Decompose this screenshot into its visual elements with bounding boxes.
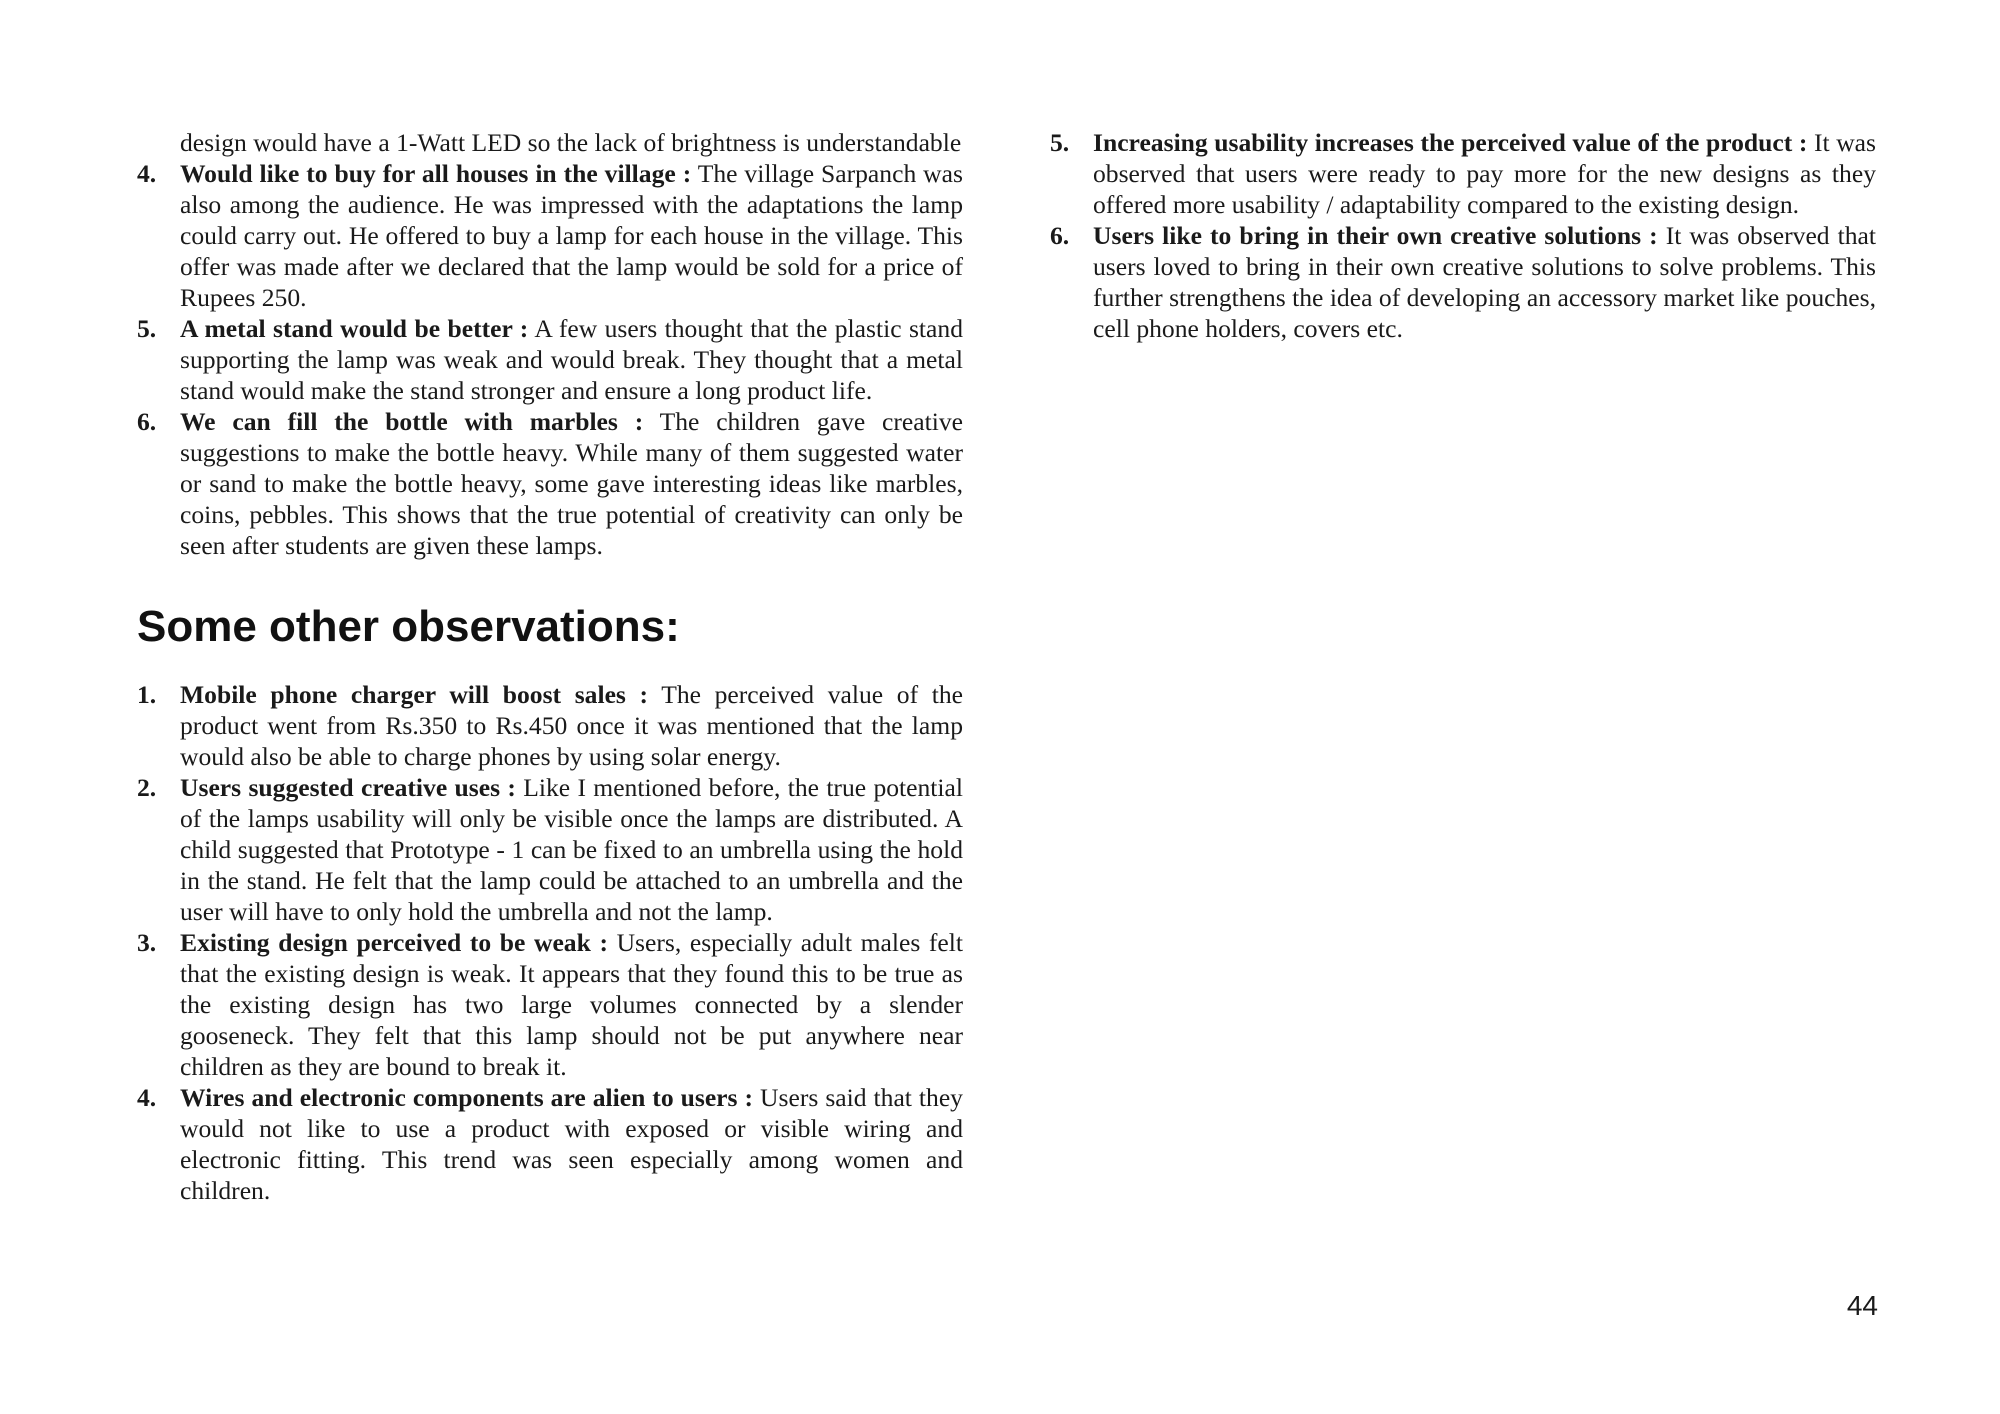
list-item [137,772,963,927]
list-item-number: 4. [137,159,157,188]
list-item-lead: Mobile phone charger will boost sales : [180,680,649,709]
right-column [1050,127,1876,344]
list-item-lead: Increasing usability increases the perceived value of the product : [1093,128,1808,157]
list-item [137,927,963,1082]
list-item [1050,127,1876,220]
list-item-number: 5. [137,314,157,343]
list-item-number: 6. [137,407,157,436]
list-item [137,679,963,772]
list-item-text: It was observed that users loved to bring in their own creative solutions to solve problems. This further strengthens the idea of developing an accessory market like pouches, cell phone holders, covers etc. [1093,221,1877,343]
page-number: 44 [1846,1290,1878,1321]
list-item-text: A few users thought that the plastic stand supporting the lamp was weak and would break. They thought that a metal stand would make the stand stronger and ensure a long product life. [180,314,963,405]
list-item-lead: Would like to buy for all houses in the village : [180,159,692,188]
list-item [137,1082,963,1206]
list-item-number: 5. [1050,128,1070,157]
list-item-lead: Users like to bring in their own creative solutions : [1093,221,1658,250]
list-item-text: It was observed that users were ready to pay more for the new designs as they offered more usability / adaptability compared to the existing design. [1093,128,1877,219]
list-item-lead: Wires and electronic components are alien to users : [180,1083,754,1112]
list-item-text: The village Sarpanch was also among the audience. He was impressed with the adaptations the lamp could carry out. He offered to buy a lamp for each house in the village. This offer was made after we declared that the lamp would be sold for a price of Rupees 250. [180,159,963,312]
list-item-number: 4. [137,1083,157,1112]
list-item-lead: A metal stand would be better : [180,314,529,343]
list-item-text: The children gave creative suggestions to make the bottle heavy. While many of them suggested water or sand to make the bottle heavy, some gave interesting ideas like marbles, coins, pebbles. This shows that the true potential of creativity can only be seen after students are given these lamps. [180,407,963,560]
list-item-number: 3. [137,928,157,957]
section-heading: Some other observations: [137,602,680,651]
list-item-number: 6. [1050,221,1070,250]
list-item [137,313,963,406]
continued-paragraph: design would have a 1-Watt LED so the lack of brightness is understandable [180,128,962,157]
list-item-number: 1. [137,680,157,709]
list-item [137,158,963,313]
list-item-text: Users said that they would not like to use a product with exposed or visible wiring and electronic fitting. This trend was seen especially among women and children. [180,1083,963,1205]
list-item-lead: Users suggested creative uses : [180,773,516,802]
left-column [137,127,963,1206]
list-item-text: Like I mentioned before, the true potential of the lamps usability will only be visible once the lamps are distributed. A child suggested that Prototype - 1 can be fixed to an umbrella using the hold in the stand. He felt that the lamp could be attached to an umbrella and the user will have to only hold the umbrella and not the lamp. [180,773,963,926]
list-item [1050,220,1876,344]
list-item [137,406,963,561]
list-item-lead: We can fill the bottle with marbles : [180,407,644,436]
list-item-text: Users, especially adult males felt that the existing design is weak. It appears that they found this to be true as the existing design has two large volumes connected by a slender gooseneck. They felt that this lamp should not be put anywhere near children as they are bound to break it. [180,928,963,1081]
list-item-text: The perceived value of the product went from Rs.350 to Rs.450 once it was mentioned that the lamp would also be able to charge phones by using solar energy. [180,680,963,771]
list-item-lead: Existing design perceived to be weak : [180,928,608,957]
list-item-number: 2. [137,773,157,802]
